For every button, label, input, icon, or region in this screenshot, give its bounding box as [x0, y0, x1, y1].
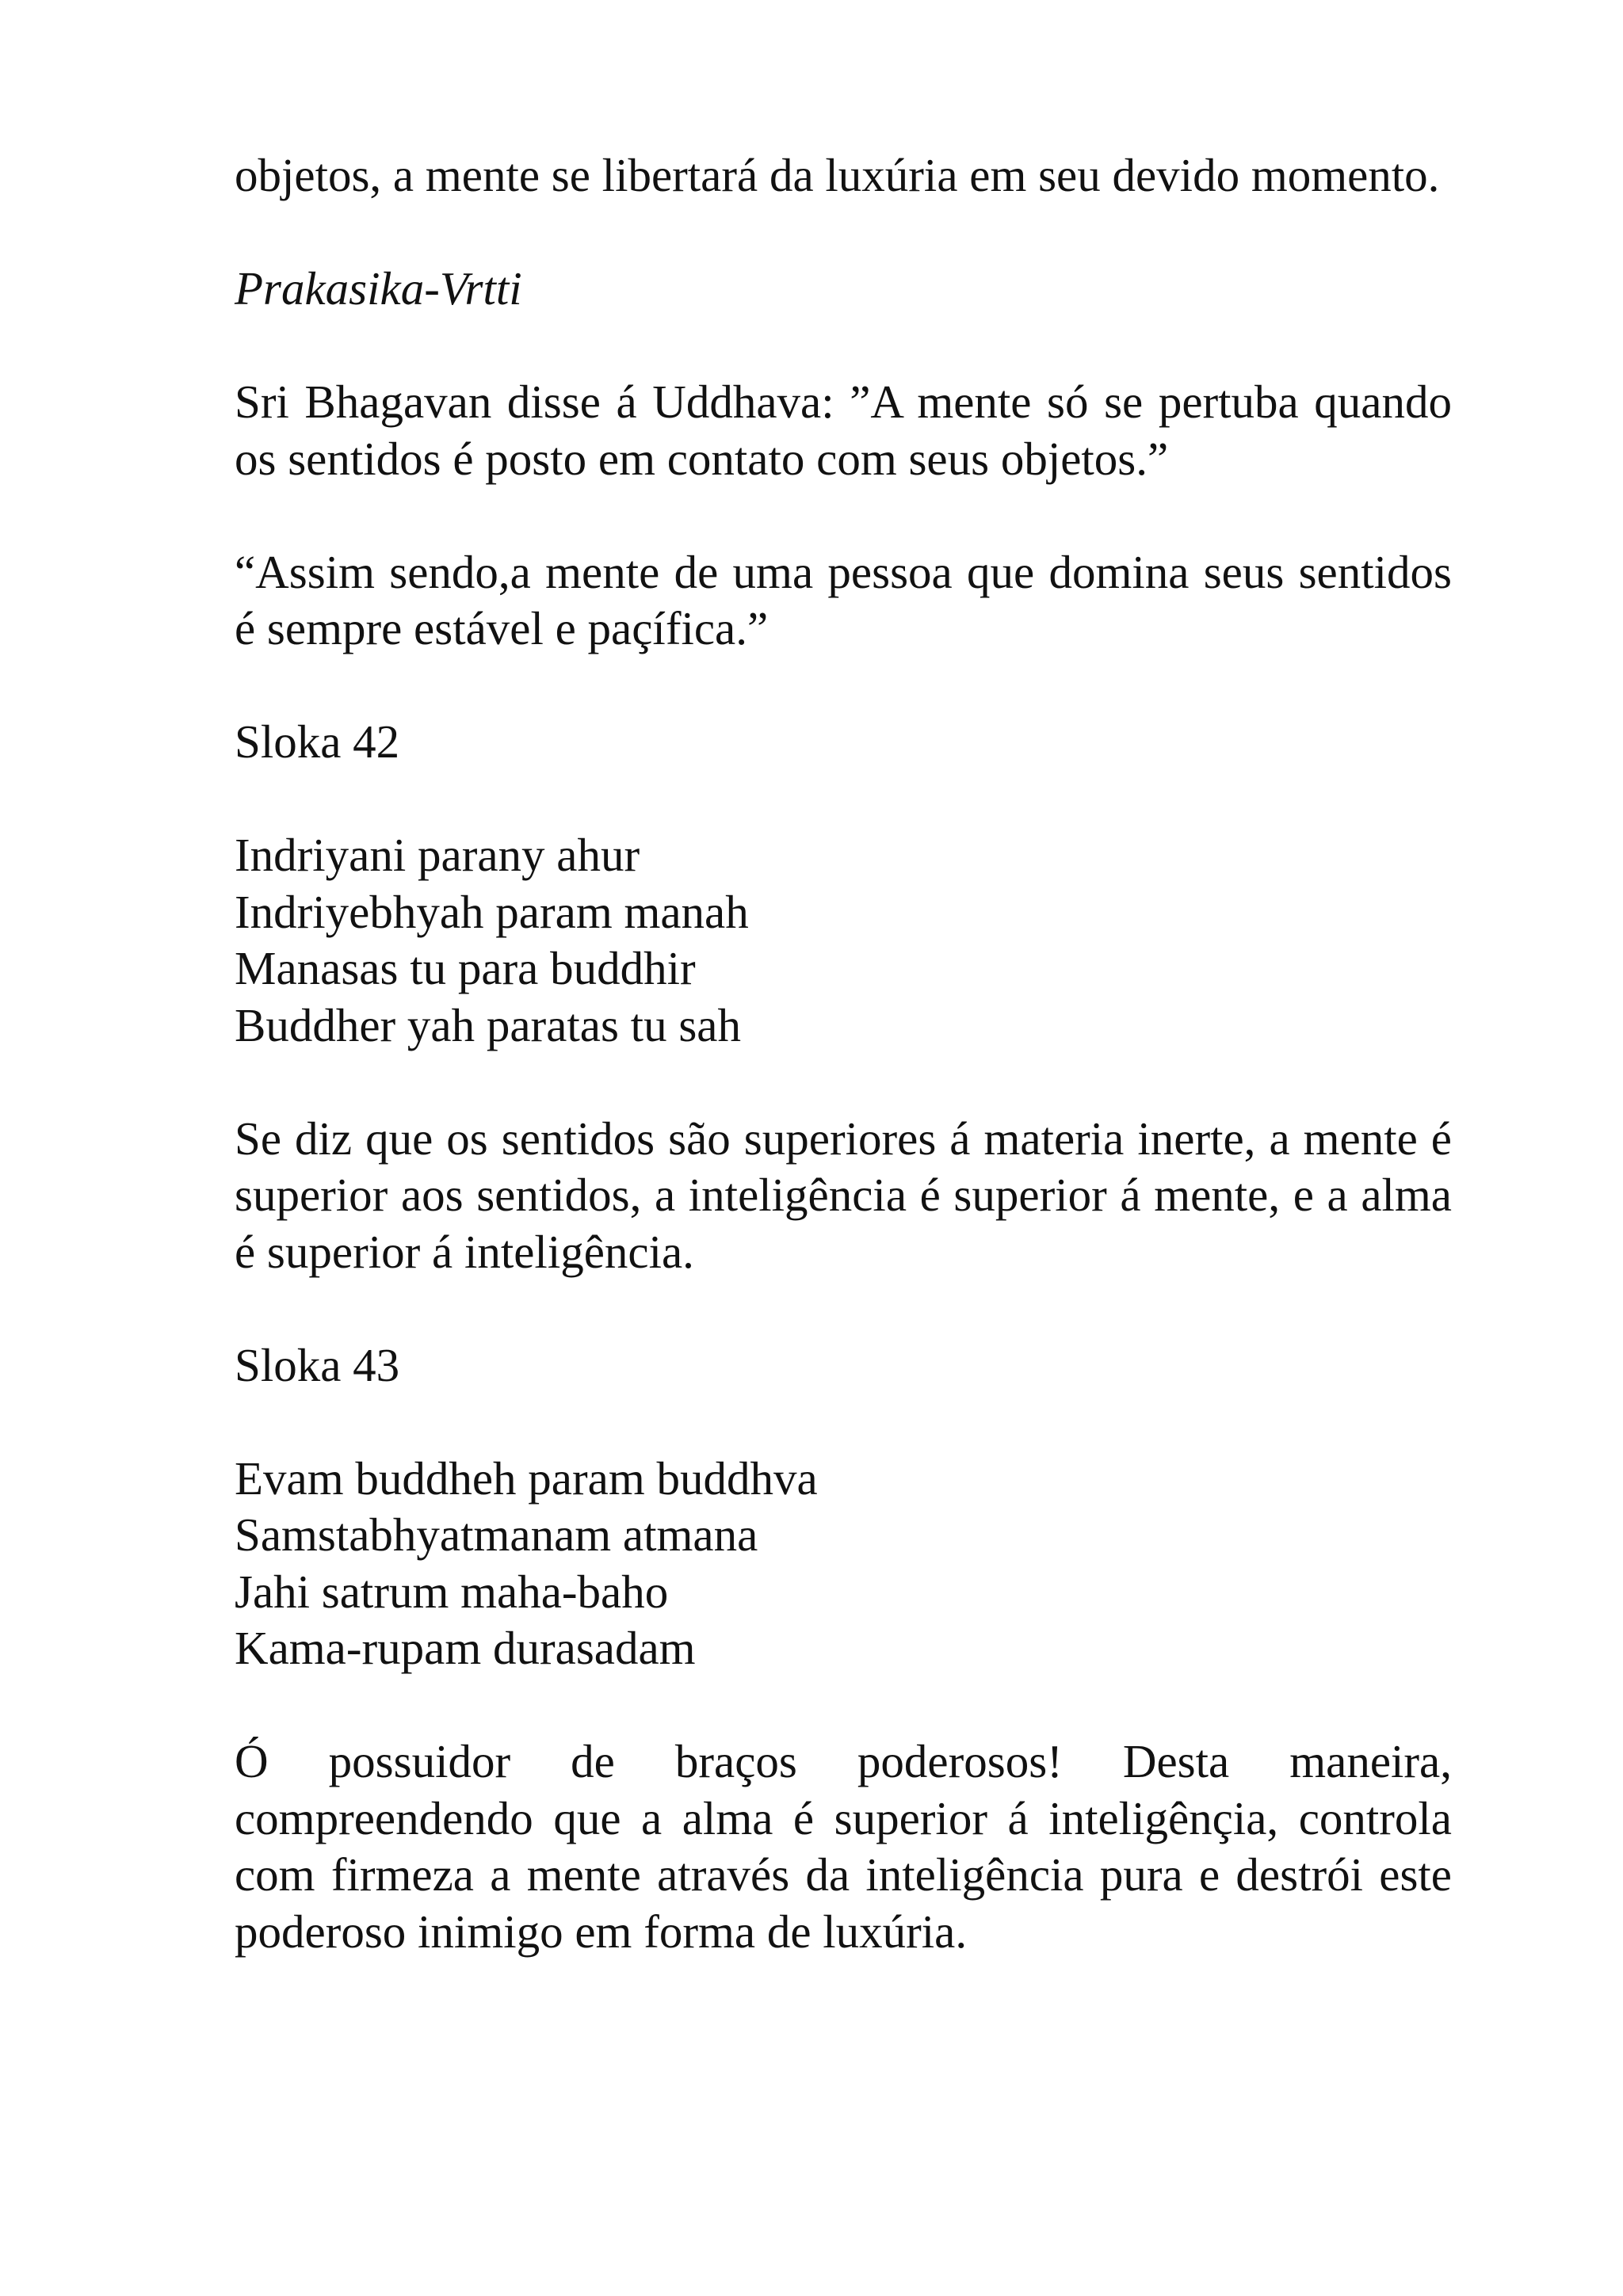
- verse-line: Evam buddheh param buddhva: [235, 1451, 818, 1505]
- sloka-42-translation: Se diz que os sentidos são superiores á materia inerte, a mente é superior aos sentidos, a inteligência é superior á mente, e a alma é superior á inteligência.: [235, 1112, 1452, 1278]
- verse-line: Indriyebhyah param manah: [235, 885, 749, 938]
- verse-line: Buddher yah paratas tu sah: [235, 998, 741, 1051]
- paragraph-mind-stable: “Assim sendo,a mente de uma pessoa que domina seus sentidos é sempre estável e paçífica.”: [235, 545, 1452, 654]
- paragraph-bhagavan-quote: Sri Bhagavan disse á Uddhava: ”A mente só se pertuba quando os sentidos é posto em contato com seus objetos.”: [235, 376, 1452, 485]
- sloka-43-verse: [235, 1451, 1452, 1677]
- sloka-43-translation: Ó possuidor de braços poderosos! Desta maneira, compreendendo que a alma é superior á inteligênçia, controla com firmeza a mente através da inteligência pura e destrói este poderoso inimigo em forma de luxúria.: [235, 1735, 1452, 1958]
- sloka-42-verse: [235, 827, 1452, 1054]
- document-page: [235, 147, 1452, 2017]
- verse-line: Indriyani parany ahur: [235, 829, 640, 881]
- verse-line: Manasas tu para buddhir: [235, 942, 696, 994]
- verse-line: Samstabhyatmanam atmana: [235, 1508, 758, 1561]
- paragraph-continuation: objetos, a mente se libertará da luxúria em seu devido momento.: [235, 149, 1440, 201]
- sloka-42-title: Sloka 42: [235, 715, 400, 768]
- verse-line: Jahi satrum maha-baho: [235, 1565, 669, 1618]
- commentary-heading: Prakasika-Vrtti: [235, 262, 522, 315]
- sloka-43-title: Sloka 43: [235, 1338, 400, 1391]
- verse-line: Kama-rupam durasadam: [235, 1622, 696, 1674]
